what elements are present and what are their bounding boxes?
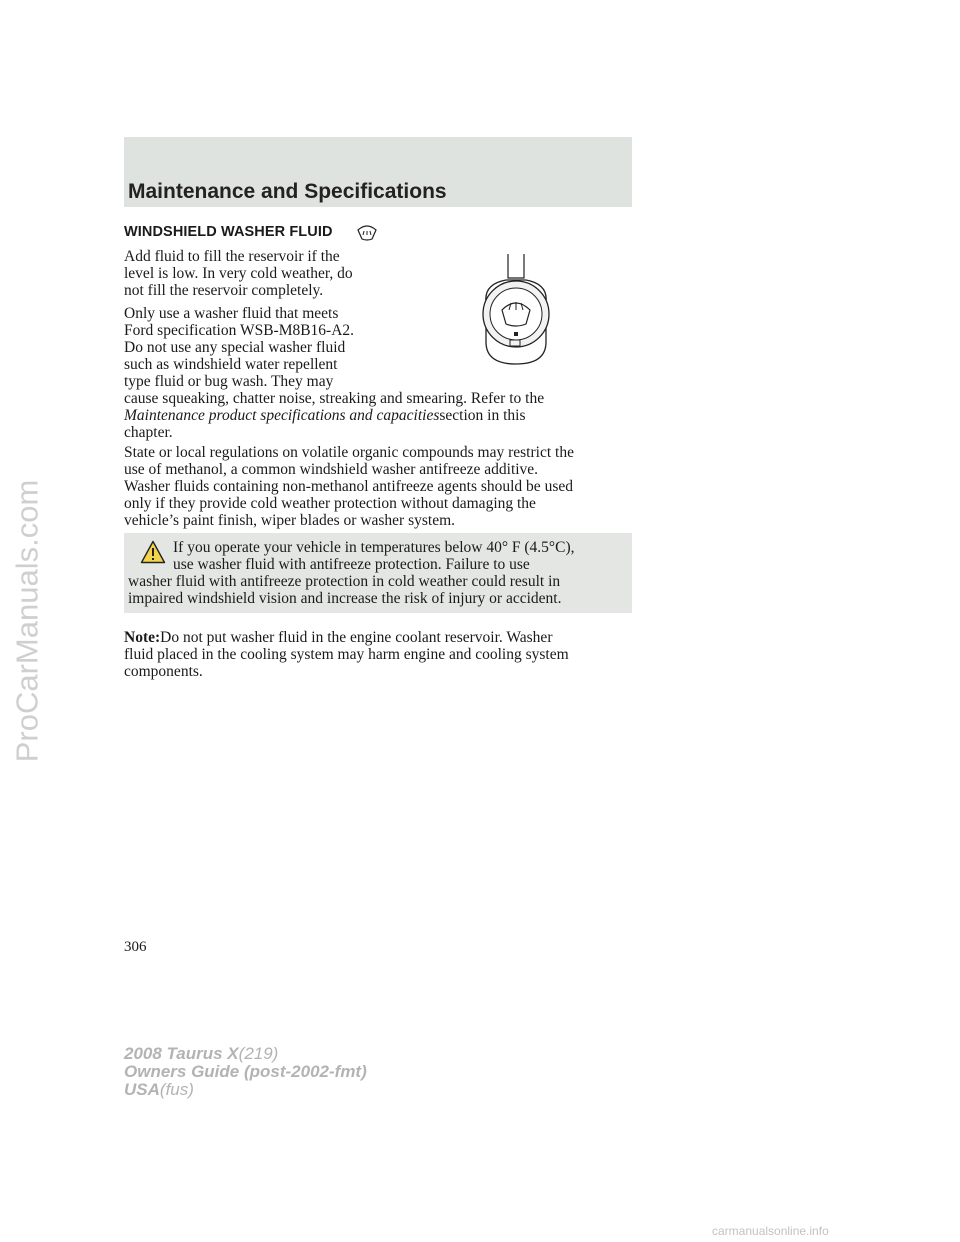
side-watermark-text: ProCarManuals.com [9, 479, 45, 763]
text-line: State or local regulations on volatile organic compounds may restrict the [124, 444, 574, 461]
text-line: If you operate your vehicle in temperatures below 40° F (4.5°C), [173, 539, 575, 556]
text-line: cause squeaking, chatter noise, streaking and smearing. Refer to the [124, 390, 545, 407]
warning-triangle-icon [140, 540, 166, 564]
text-line: fluid placed in the cooling system may harm engine and cooling system [124, 646, 569, 663]
cross-reference-link[interactable]: Maintenance product specifications and capacities [124, 407, 440, 424]
note-label: Note: [124, 629, 161, 646]
text-line: washer fluid with antifreeze protection in cold weather could result in [128, 573, 561, 590]
bottom-watermark: carmanualsonline.info [712, 1224, 829, 1238]
footer-model-code: (219) [238, 1044, 279, 1063]
side-watermark [2, 0, 52, 1242]
text-line: type fluid or bug wash. They may [124, 373, 334, 390]
text-line: Only use a washer fluid that meets [124, 305, 339, 322]
text-line: Do not use any special washer fluid [124, 339, 346, 356]
text-line: Ford specification WSB-M8B16-A2. [124, 322, 355, 339]
footer-market: USA [124, 1080, 160, 1099]
text-line: use of methanol, a common windshield washer antifreeze additive. [124, 461, 539, 478]
page-header-title: Maintenance and Specifications [128, 180, 447, 203]
warning-text [128, 573, 561, 607]
text-line: Washer fluids containing non-methanol antifreeze agents should be used [124, 478, 573, 495]
text-line: components. [124, 663, 203, 680]
text-line: impaired windshield vision and increase the risk of injury or accident. [128, 590, 562, 607]
text-line: Do not put washer fluid in the engine coolant reservoir. Washer [160, 629, 553, 646]
washer-reservoir-cap-illustration [476, 254, 556, 366]
footer-model: 2008 Taurus X [124, 1044, 239, 1063]
footer-market-code: (fus) [159, 1080, 194, 1099]
paragraph-regulations [124, 444, 574, 529]
washer-fluid-icon [356, 222, 378, 242]
text-line: not fill the reservoir completely. [124, 282, 324, 299]
footer-document-info [124, 1045, 367, 1099]
warning-text-indented [173, 539, 575, 573]
text-line: only if they provide cold weather protection without damaging the [124, 495, 536, 512]
footer-guide: Owners Guide (post-2002-fmt) [124, 1062, 367, 1081]
text-line: use washer fluid with antifreeze protection. Failure to use [173, 556, 530, 573]
page-number: 306 [124, 939, 147, 955]
section-heading: WINDSHIELD WASHER FLUID [124, 224, 333, 240]
text-line: vehicle’s paint finish, wiper blades or washer system. [124, 512, 456, 529]
text-line: section in this [439, 407, 526, 424]
paragraph-fill-instructions [124, 248, 353, 299]
text-line: chapter. [124, 424, 173, 441]
text-line: such as windshield water repellent [124, 356, 338, 373]
text-line: level is low. In very cold weather, do [124, 265, 353, 282]
text-line: Add fluid to fill the reservoir if the [124, 248, 340, 265]
note-paragraph [124, 629, 569, 680]
